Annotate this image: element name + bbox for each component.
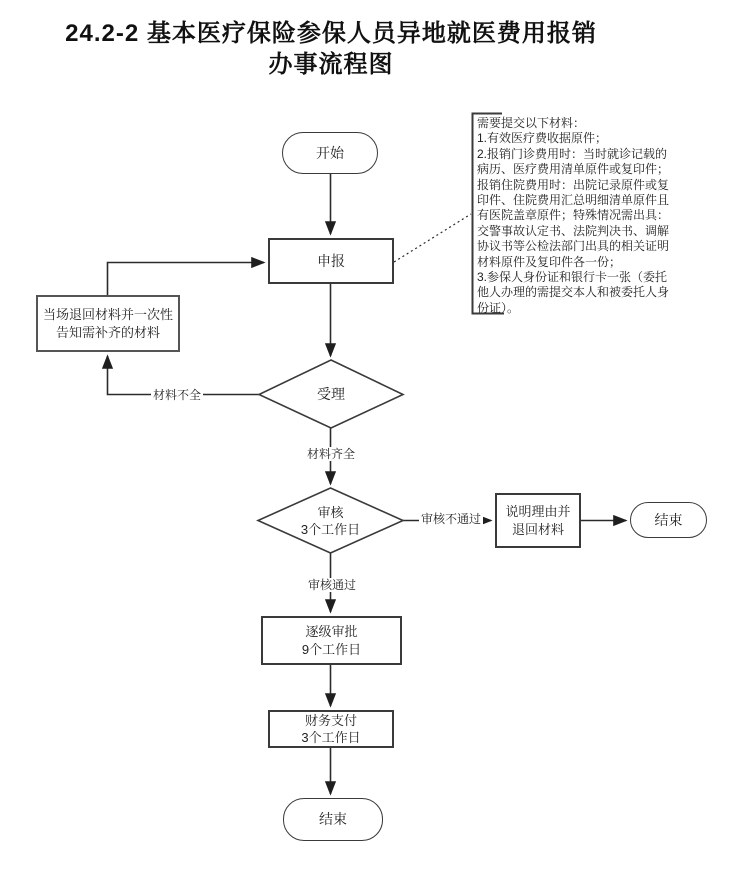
end-bottom-label: 结束 — [319, 811, 347, 827]
note-line: 交警事故认定书、法院判决书、调解 — [477, 223, 670, 238]
end-bottom-node — [283, 798, 383, 841]
note-line: 2.报销门诊费用时：当时就诊记载的 — [477, 146, 668, 161]
review-line2: 3个工作日 — [300, 521, 361, 537]
note-line: 病历、医疗费用清单原件或复印件； — [477, 162, 670, 177]
pay-line1: 财务支付 — [304, 713, 357, 728]
return-materials-line1: 当场退回材料并一次性 — [42, 306, 173, 322]
review-line1: 审核 — [317, 504, 344, 520]
accept-label: 受理 — [317, 385, 345, 402]
explain-line1: 说明理由并 — [505, 503, 571, 519]
edge-label-review-pass: 审核通过 — [308, 578, 357, 592]
explain-return-node — [495, 493, 581, 548]
review-node — [258, 488, 403, 553]
title-line1: 24.2-2 基本医疗保险参保人员异地就医费用报销 — [65, 20, 597, 47]
edge-declare-note-dotted — [394, 214, 471, 262]
declare-label: 申报 — [317, 252, 345, 269]
start-node — [282, 132, 378, 174]
explain-line2: 退回材料 — [511, 521, 564, 537]
note-line: 份证）。 — [477, 300, 520, 315]
title-line2: 办事流程图 — [268, 51, 394, 78]
pay-line2: 3个工作日 — [301, 730, 361, 745]
note-line: 需要提交以下材料： — [477, 116, 586, 130]
edge-label-incomplete: 材料不全 — [153, 388, 202, 402]
materials-note — [477, 116, 673, 316]
start-label: 开始 — [316, 144, 344, 161]
note-line: 协议书等公检法部门出具的相关证明 — [477, 239, 670, 254]
note-line: 他人办理的需提交本人和被委托人身 — [477, 285, 670, 300]
note-line: 印件、住院费用汇总明细清单原件且 — [477, 193, 670, 208]
approve-line2: 9个工作日 — [301, 641, 362, 657]
edge-label-complete: 材料齐全 — [307, 447, 356, 461]
edge-return-declare — [108, 263, 265, 296]
note-line: 报销住院费用时：出院记录原件或复 — [477, 177, 670, 192]
note-line: 有医院盖章原件；特殊情况需出具： — [477, 208, 670, 223]
edge-label-review-fail: 审核不通过 — [421, 512, 482, 526]
note-line: 3.参保人身份证和银行卡一张（委托 — [477, 270, 668, 285]
end-right-label: 结束 — [654, 511, 683, 528]
approve-line1: 逐级审批 — [305, 623, 358, 639]
accept-node — [259, 360, 403, 428]
note-line: 1.有效医疗费收据原件； — [477, 131, 608, 146]
end-right-node — [630, 502, 707, 538]
declare-node — [268, 238, 394, 284]
note-line: 材料原件及复印件各一份； — [477, 254, 622, 269]
return-materials-node — [36, 295, 180, 352]
return-materials-line2: 告知需补齐的材料 — [55, 324, 160, 340]
pay-node — [268, 710, 394, 748]
approve-node — [261, 616, 402, 665]
